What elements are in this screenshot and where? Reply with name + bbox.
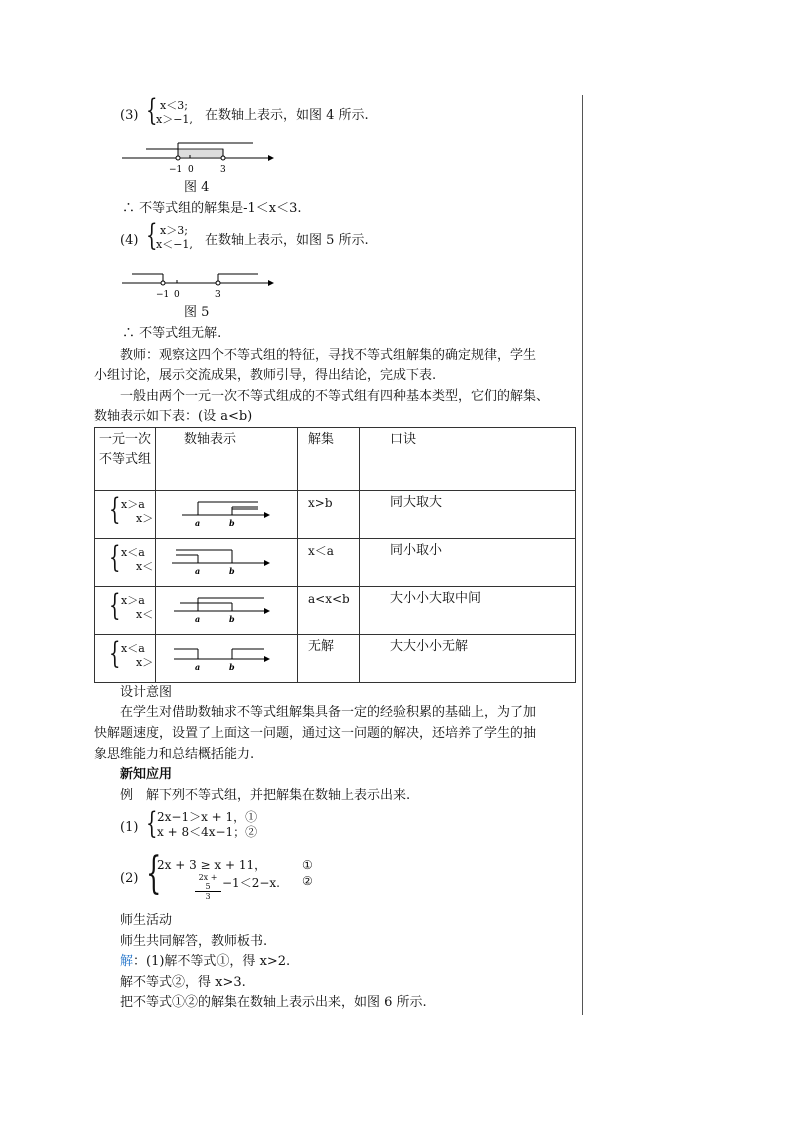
table-row xyxy=(95,539,576,587)
ex4-label: (4) xyxy=(120,233,139,248)
general-line2: 数轴表示如下表：(设 a<b) xyxy=(94,409,253,424)
svg-text:b: b xyxy=(229,662,235,672)
ex3-desc: 在数轴上表示，如图 4 所示. xyxy=(205,108,369,123)
teacher-line1: 教师：观察这四个不等式组的特征，寻找不等式组解集的确定规律，学生 xyxy=(120,348,537,363)
ex3-conclusion: ∴ 不等式组的解集是-1＜x＜3. xyxy=(122,201,302,216)
fig4-tick-neg1: −1 xyxy=(169,165,183,175)
activity-line4: 把不等式①②的解集在数轴上表示出来，如图 6 所示. xyxy=(120,995,427,1010)
solve-label: 解 xyxy=(120,954,134,969)
design-line1: 在学生对借助数轴求不等式组解集具备一定的经验积累的基础上，为了加 xyxy=(120,705,537,720)
problem1-line2: x + 8＜4x−1；② xyxy=(157,825,258,839)
row4-rhyme: 大大小小无解 xyxy=(360,635,576,683)
figure-5-caption: 图 5 xyxy=(184,305,210,320)
figure-4-caption: 图 4 xyxy=(184,180,210,195)
fraction-denominator: 3 xyxy=(205,892,211,901)
row3-solution: a<x<b xyxy=(298,587,360,635)
svg-text:b: b xyxy=(229,614,235,624)
svg-text:a: a xyxy=(195,614,201,624)
problem2-label: (2) xyxy=(120,871,139,886)
row2-axis xyxy=(156,539,298,587)
svg-text:a: a xyxy=(195,566,201,576)
figure-5-number-line xyxy=(118,266,278,302)
activity-line3: 解不等式②，得 x>3. xyxy=(120,975,246,990)
fig4-tick-0: 0 xyxy=(188,165,194,175)
row2-system: { x＜a x＜ xyxy=(95,539,156,587)
header-solution: 解集 xyxy=(298,428,360,491)
row3-system: { x＞a x＜ xyxy=(95,587,156,635)
ex3-label: (3) xyxy=(120,108,139,123)
ex4-sys2: x＜−1, xyxy=(156,238,193,251)
design-line3: 象思维能力和总结概括能力. xyxy=(94,747,255,762)
header-system: 一元一次 不等式组 xyxy=(95,428,156,491)
activity-heading: 师生活动 xyxy=(120,913,173,928)
figure-4-number-line xyxy=(118,138,278,178)
design-line2: 快解题速度，设置了上面这一问题，通过这一问题的解决，还培养了学生的抽 xyxy=(94,726,537,741)
problem2-mark1: ① xyxy=(302,858,313,872)
row1-system: { x＞a x＞ xyxy=(95,491,156,539)
activity-line1: 师生共同解答，教师板书. xyxy=(120,934,268,949)
ex4-desc: 在数轴上表示，如图 5 所示. xyxy=(205,233,369,248)
ex3-sys2: x＞−1, xyxy=(156,113,193,126)
problem2-mark2: ② xyxy=(302,874,313,888)
header-axis: 数轴表示 xyxy=(156,428,298,491)
problem1-line1: 2x−1＞x + 1，① xyxy=(157,810,258,824)
svg-text:a: a xyxy=(195,518,201,528)
row4-number-line xyxy=(160,637,292,673)
row2-number-line xyxy=(160,541,292,577)
svg-text:b: b xyxy=(229,518,235,528)
new-knowledge-heading: 新知应用 xyxy=(120,767,173,782)
teacher-line2: 小组讨论，展示交流成果，教师引导，得出结论，完成下表. xyxy=(94,368,437,383)
problem2-line2-rest: −1＜2−x. xyxy=(222,876,280,890)
row3-axis xyxy=(156,587,298,635)
row4-solution: 无解 xyxy=(298,635,360,683)
inequality-types-table xyxy=(94,427,576,683)
activity-solve-line xyxy=(120,952,290,972)
ex4-conclusion: ∴ 不等式组无解. xyxy=(122,326,222,341)
table-row xyxy=(95,587,576,635)
fraction-numerator: 2x + 5 xyxy=(195,873,221,892)
row2-rhyme: 同小取小 xyxy=(360,539,576,587)
problem1-label: (1) xyxy=(120,820,139,835)
svg-text:b: b xyxy=(229,566,235,576)
fig5-tick-3: 3 xyxy=(215,290,221,300)
problem2-fraction xyxy=(195,873,221,901)
table-row xyxy=(95,635,576,683)
example-prompt: 例 解下列不等式组，并把解集在数轴上表示出来. xyxy=(120,788,411,803)
fig4-tick-3: 3 xyxy=(220,165,226,175)
ex4-sys1: x＞3; xyxy=(160,224,188,237)
problem2-brace: { xyxy=(146,848,162,899)
ex3-sys1: x＜3; xyxy=(160,99,188,112)
table-row xyxy=(95,491,576,539)
ex3-brace: { xyxy=(146,93,158,128)
row2-solution: x＜a xyxy=(298,539,360,587)
problem2-line1: 2x + 3 ≥ x + 11， xyxy=(157,858,267,872)
row4-system: { x＜a x＞ xyxy=(95,635,156,683)
solve-rest: ：(1)解不等式①，得 x>2. xyxy=(133,954,291,969)
row3-rhyme: 大小小大取中间 xyxy=(360,587,576,635)
row1-number-line xyxy=(160,493,292,529)
svg-text:a: a xyxy=(195,662,201,672)
design-heading: 设计意图 xyxy=(120,685,173,700)
fig5-tick-0: 0 xyxy=(174,290,180,300)
ex4-brace: { xyxy=(146,218,158,253)
table-header-row xyxy=(95,428,576,491)
right-margin-line xyxy=(582,95,583,1015)
row4-axis xyxy=(156,635,298,683)
fig5-tick-neg1: −1 xyxy=(156,290,170,300)
row1-rhyme: 同大取大 xyxy=(360,491,576,539)
row1-axis xyxy=(156,491,298,539)
header-rhyme: 口诀 xyxy=(360,428,576,491)
row1-solution: x>b xyxy=(298,491,360,539)
problem1-brace: { xyxy=(146,806,158,841)
general-line1: 一般由两个一元一次不等式组成的不等式组有四种基本类型，它们的解集、 xyxy=(120,389,550,404)
row3-number-line xyxy=(160,589,292,625)
